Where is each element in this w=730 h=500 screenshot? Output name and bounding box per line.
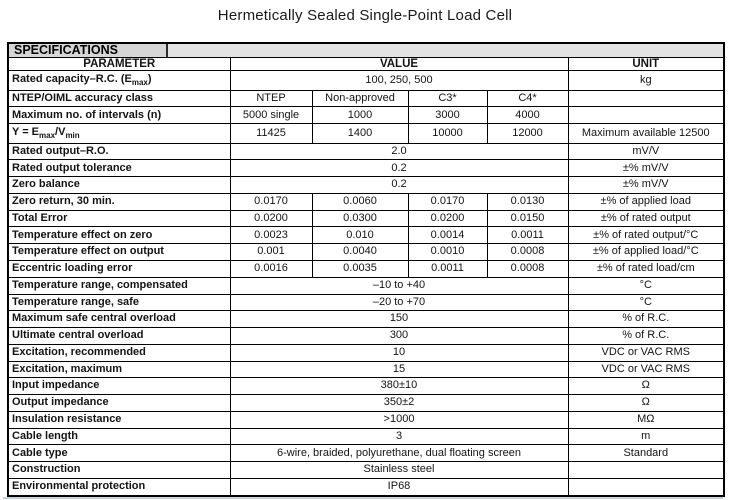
value-cell: 11425 <box>230 124 312 143</box>
column-header-parameter: PARAMETER <box>8 58 230 71</box>
parameter-cell: Zero balance <box>8 177 230 194</box>
table-row <box>8 311 724 328</box>
value-cell: 15 <box>230 361 568 378</box>
parameter-cell: Ultimate central overload <box>8 328 230 345</box>
value-cell: 0.001 <box>230 244 312 261</box>
value-cell: –10 to +40 <box>230 277 568 294</box>
unit-cell <box>568 90 724 107</box>
value-cell: 12000 <box>487 124 568 143</box>
unit-cell: °C <box>568 294 724 311</box>
table-body <box>8 71 724 496</box>
parameter-cell: Insulation resistance <box>8 411 230 428</box>
value-cell: 0.0010 <box>408 244 487 261</box>
parameter-cell: Excitation, recommended <box>8 344 230 361</box>
parameter-cell: Rated output tolerance <box>8 160 230 177</box>
value-cell: 0.0016 <box>230 261 312 278</box>
unit-cell: Ω <box>568 378 724 395</box>
scan-edge-line <box>3 497 723 499</box>
table-row <box>8 445 724 462</box>
unit-cell: ±% of rated output/°C <box>568 227 724 244</box>
value-cell: 10 <box>230 344 568 361</box>
parameter-cell: Total Error <box>8 210 230 227</box>
value-cell: 100, 250, 500 <box>230 71 568 90</box>
parameter-cell: Output impedance <box>8 395 230 412</box>
parameter-cell: Environmental protection <box>8 478 230 496</box>
table-row <box>8 244 724 261</box>
unit-cell <box>568 107 724 124</box>
table-row <box>8 71 724 90</box>
unit-cell: °C <box>568 277 724 294</box>
value-cell: 0.2 <box>230 177 568 194</box>
table-row <box>8 344 724 361</box>
value-cell: 4000 <box>487 107 568 124</box>
value-cell: C4* <box>487 90 568 107</box>
table-row <box>8 361 724 378</box>
value-cell: 1400 <box>312 124 408 143</box>
parameter-cell: Cable type <box>8 445 230 462</box>
section-title: SPECIFICATIONS <box>9 44 168 57</box>
parameter-cell: Cable length <box>8 428 230 445</box>
value-cell: NTEP <box>230 90 312 107</box>
column-header-value: VALUE <box>230 58 568 71</box>
table-row <box>8 478 724 496</box>
parameter-cell: Temperature effect on zero <box>8 227 230 244</box>
unit-cell <box>568 478 724 496</box>
unit-cell: ±% of applied load/°C <box>568 244 724 261</box>
table-row <box>8 294 724 311</box>
parameter-cell: Input impedance <box>8 378 230 395</box>
column-header-unit: UNIT <box>568 58 724 71</box>
unit-cell: MΩ <box>568 411 724 428</box>
table-row <box>8 210 724 227</box>
unit-cell: mV/V <box>568 143 724 160</box>
column-header-row <box>8 58 724 71</box>
unit-cell: Maximum available 12500 <box>568 124 724 143</box>
value-cell: 0.010 <box>312 227 408 244</box>
value-cell: 0.0130 <box>487 193 568 210</box>
value-cell: 10000 <box>408 124 487 143</box>
value-cell: Stainless steel <box>230 462 568 479</box>
parameter-cell: Rated output–R.O. <box>8 143 230 160</box>
table-row <box>8 227 724 244</box>
unit-cell: VDC or VAC RMS <box>568 344 724 361</box>
unit-cell: ±% mV/V <box>568 177 724 194</box>
value-cell: 2.0 <box>230 143 568 160</box>
value-cell: 5000 single <box>230 107 312 124</box>
parameter-cell: Zero return, 30 min. <box>8 193 230 210</box>
value-cell: 0.0060 <box>312 193 408 210</box>
value-cell: 0.0200 <box>230 210 312 227</box>
page-title: Hermetically Sealed Single-Point Load Cell <box>217 7 513 24</box>
unit-cell: % of R.C. <box>568 328 724 345</box>
value-cell: 150 <box>230 311 568 328</box>
value-cell: 0.0200 <box>408 210 487 227</box>
value-cell: 0.0170 <box>230 193 312 210</box>
section-header-row <box>8 43 724 58</box>
value-cell: 0.0023 <box>230 227 312 244</box>
value-cell: IP68 <box>230 478 568 496</box>
value-cell: 3 <box>230 428 568 445</box>
value-cell: 0.0170 <box>408 193 487 210</box>
parameter-cell: Rated capacity–R.C. $(E_{max})$ <box>8 71 230 90</box>
value-cell: Non-approved <box>312 90 408 107</box>
section-header-bar <box>168 44 723 57</box>
unit-cell: ±% of applied load <box>568 193 724 210</box>
value-cell: 0.0011 <box>408 261 487 278</box>
parameter-cell: Construction <box>8 462 230 479</box>
table-row <box>8 90 724 107</box>
value-cell: 0.0040 <box>312 244 408 261</box>
table-row <box>8 160 724 177</box>
table-row <box>8 261 724 278</box>
value-cell: 0.0008 <box>487 244 568 261</box>
parameter-cell: Maximum safe central overload <box>8 311 230 328</box>
table-row <box>8 378 724 395</box>
parameter-cell: Temperature range, compensated <box>8 277 230 294</box>
value-cell: 1000 <box>312 107 408 124</box>
unit-cell: Ω <box>568 395 724 412</box>
specifications-table <box>7 42 725 497</box>
table-row <box>8 328 724 345</box>
unit-cell: ±% of rated load/cm <box>568 261 724 278</box>
unit-cell: ±% mV/V <box>568 160 724 177</box>
unit-cell: m <box>568 428 724 445</box>
value-cell: 380±10 <box>230 378 568 395</box>
value-cell: >1000 <box>230 411 568 428</box>
parameter-cell: Temperature range, safe <box>8 294 230 311</box>
value-cell: 3000 <box>408 107 487 124</box>
table-row <box>8 143 724 160</box>
value-cell: C3* <box>408 90 487 107</box>
unit-cell: kg <box>568 71 724 90</box>
unit-cell: Standard <box>568 445 724 462</box>
parameter-cell: Excitation, maximum <box>8 361 230 378</box>
unit-cell: ±% of rated output <box>568 210 724 227</box>
table-row <box>8 107 724 124</box>
value-cell: 0.0035 <box>312 261 408 278</box>
value-cell: 350±2 <box>230 395 568 412</box>
parameter-cell: $Y = E_{max}/V_{min}$ <box>8 124 230 143</box>
table-row <box>8 277 724 294</box>
value-cell: –20 to +70 <box>230 294 568 311</box>
table-row <box>8 395 724 412</box>
value-cell: 0.0150 <box>487 210 568 227</box>
value-cell: 0.0014 <box>408 227 487 244</box>
parameter-cell: Maximum no. of intervals (n) <box>8 107 230 124</box>
unit-cell: % of R.C. <box>568 311 724 328</box>
table-row <box>8 462 724 479</box>
unit-cell: VDC or VAC RMS <box>568 361 724 378</box>
table-row <box>8 411 724 428</box>
table-row <box>8 124 724 143</box>
parameter-cell: Temperature effect on output <box>8 244 230 261</box>
value-cell: 0.0011 <box>487 227 568 244</box>
value-cell: 0.0008 <box>487 261 568 278</box>
parameter-cell: Eccentric loading error <box>8 261 230 278</box>
table-row <box>8 177 724 194</box>
value-cell: 6-wire, braided, polyurethane, dual floating screen <box>230 445 568 462</box>
parameter-cell: NTEP/OIML accuracy class <box>8 90 230 107</box>
table-row <box>8 193 724 210</box>
unit-cell <box>568 462 724 479</box>
value-cell: 300 <box>230 328 568 345</box>
table-row <box>8 428 724 445</box>
value-cell: 0.2 <box>230 160 568 177</box>
value-cell: 0.0300 <box>312 210 408 227</box>
